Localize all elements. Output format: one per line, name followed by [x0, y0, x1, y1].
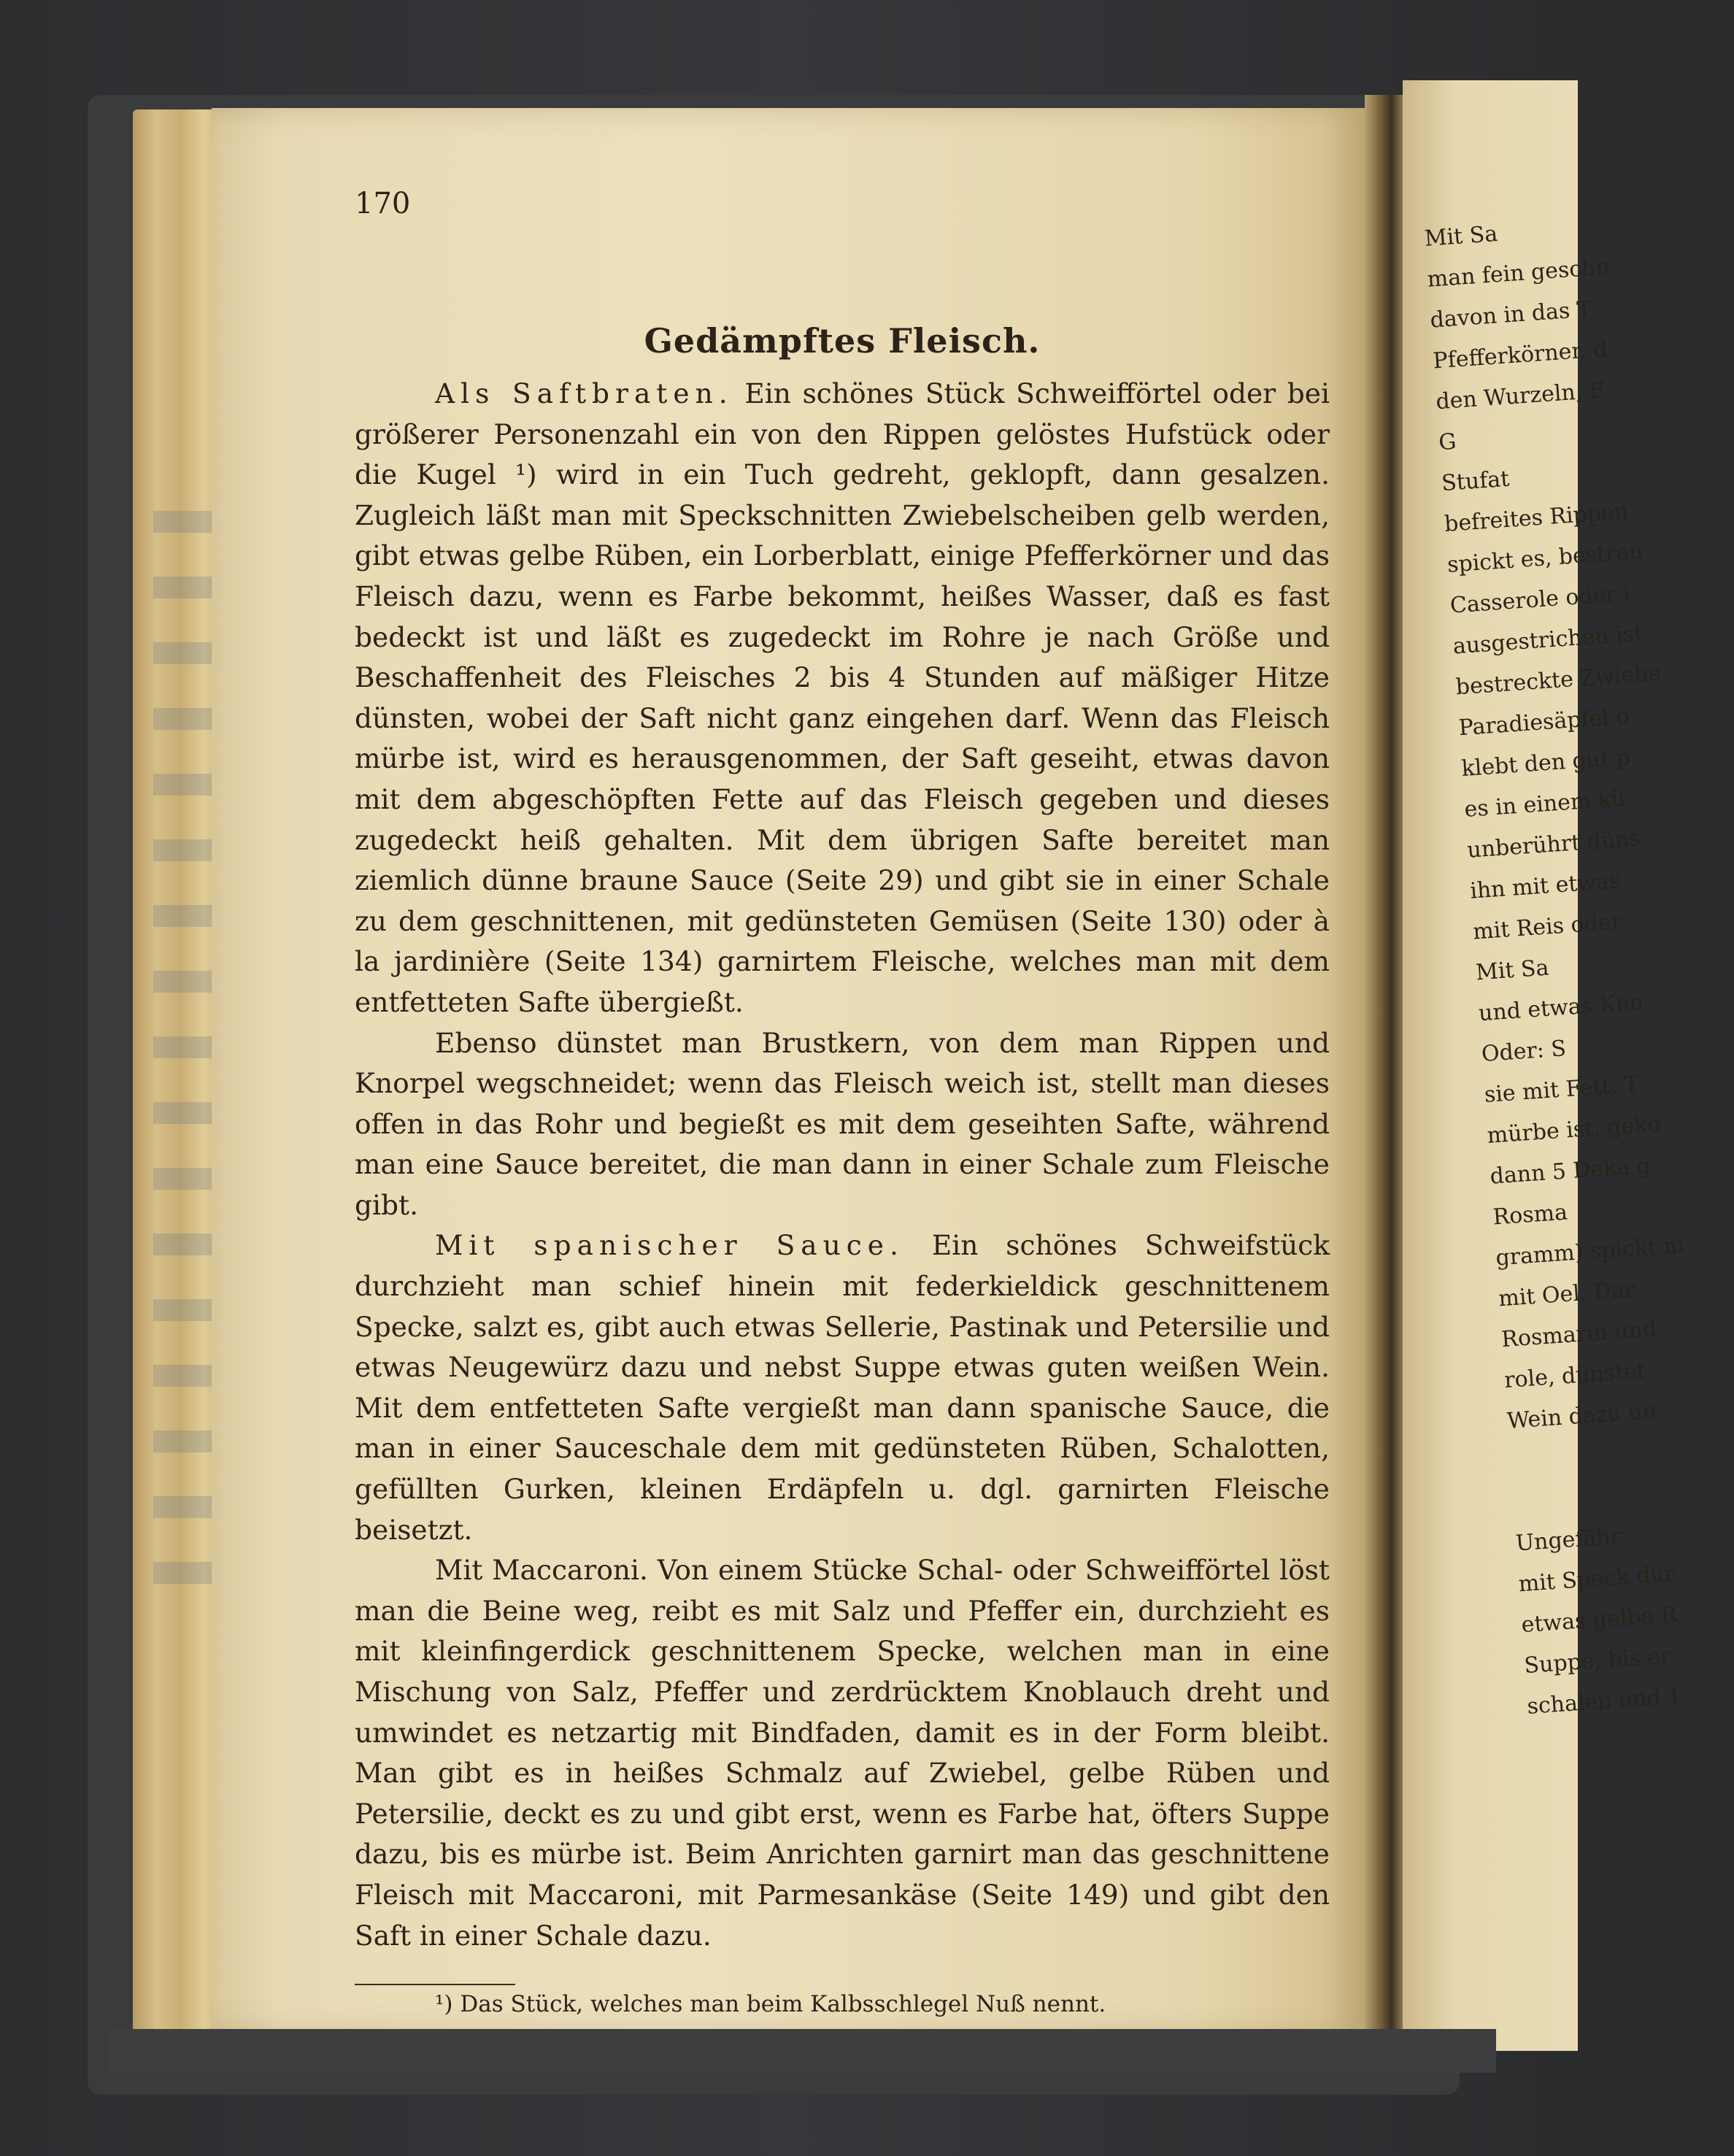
paragraph-saftbraten	[355, 374, 1330, 1023]
page-number: 170	[355, 187, 411, 220]
footnote-rule	[355, 1984, 515, 1985]
fragment-line: Paradiesäpfel o	[1457, 704, 1630, 742]
body-text	[355, 374, 1330, 1956]
fragment-line: role, dünstet	[1503, 1358, 1646, 1394]
fragment-line: Ungefähr	[1514, 1523, 1622, 1557]
paragraph-text: Ein schönes Schweifstück durchzieht man schief hinein mit federkieldick geschnittenem Specke, salzt es, gibt auch etwas Sellerie, Pastinak und Petersilie und etwas Neugewürz dazu und nebst Suppe etwas guten weißen Wein. Mit dem entfetteten Safte vergießt man dann spanische Sauce, die man in einer Sauceschale dem mit gedünsteten Rüben, Schalotten, gefüllten Gurken, kleinen Erdäpfeln u. dgl. garnirten Fleische beisetzt.	[355, 1229, 1330, 1546]
fragment-line: sie mit Fett, T	[1483, 1071, 1640, 1109]
section-heading: Gedämpftes Fleisch.	[644, 321, 1041, 361]
paragraph-lead: Mit spanischer Sauce.	[435, 1229, 904, 1262]
fragment-line: ausgestrichen ist	[1452, 620, 1644, 660]
paragraph-text: Ebenso dünstet man Brustkern, von dem man Rippen und Knorpel wegschneidet; wenn das Fleisch weich ist, stellt man dieses offen in das Rohr und begießt es mit dem geseihten Safte, während man eine Sauce bereitet, die man dann in einer Schale zum Fleische gibt.	[355, 1026, 1330, 1221]
fragment-line: mürbe ist, geko	[1486, 1111, 1662, 1149]
paragraph-brustkern	[355, 1023, 1330, 1226]
fragment-line: gramm) spickt m	[1495, 1232, 1685, 1271]
fragment-line: und etwas Kno	[1477, 989, 1644, 1027]
fragment-line: Casserole oder i	[1449, 580, 1631, 619]
fragment-line: dann 5 Deka g	[1489, 1152, 1652, 1190]
fragment-line: Suppe, bis er	[1523, 1643, 1672, 1679]
fragment-line: ihn mit etwas	[1469, 868, 1622, 904]
fragment-line: Oder: S	[1480, 1036, 1568, 1068]
paragraph-text: Ein schönes Stück Schweifförtel oder bei größerer Personenzahl ein von den Rippen gelöstes Hufstück oder die Kugel ¹) wird in ein Tuch gedreht, geklopft, dann gesalzen. Zugleich läßt man mit Speckschnitten Zwiebelscheiben gelb werden, gibt etwas gelbe Rüben, ein Lorberblatt, einige Pfefferkörner und das Fleisch dazu, wenn es Farbe bekommt, heißes Wasser, daß es fast bedeckt ist und läßt es zugedeckt im Rohre je nach Größe und Beschaffenheit des Fleisches 2 bis 4 Stunden auf mäßiger Hitze dünsten, wobei der Saft nicht ganz eingehen darf. Wenn das Fleisch mürbe ist, wird es herausgenommen, der Saft geseiht, etwas davon mit dem abgeschöpften Fette auf das Fleisch gegeben und dieses zugedeckt heiß gehalten. Mit dem übrigen Safte bereitet man ziemlich dünne braune Sauce (Seite 29) und gibt sie in einer Schale zu dem geschnittenen, mit gedünsteten Gemüsen (Seite 130) oder à la jardinière (Seite 134) garnirtem Fleische, welches man mit dem entfetteten Safte übergießt.	[355, 377, 1330, 1018]
fragment-line: mit Reis oder	[1472, 909, 1622, 945]
paragraph-lead: Mit Maccaroni.	[435, 1554, 648, 1587]
fragment-line: Mit Sa	[1475, 955, 1550, 986]
fragment-line: Wein dazu un	[1506, 1398, 1657, 1434]
fragment-line: unberührt düns	[1466, 825, 1641, 863]
bottom-board	[109, 2029, 1496, 2073]
fragment-line: es in einem kü	[1463, 785, 1627, 823]
fragment-line: spickt es, bestreu	[1446, 539, 1644, 578]
fragment-line: Mit Sa	[1423, 220, 1499, 252]
marbled-edge	[153, 511, 215, 1606]
fragment-line: befreites Rippen	[1444, 498, 1630, 537]
fragment-line: klebt den gut p	[1460, 744, 1631, 782]
fragment-line: man fein geschn	[1426, 254, 1611, 293]
fragment-line: etwas gelbe R	[1520, 1601, 1679, 1639]
fragment-line: G	[1438, 428, 1457, 456]
fragment-line: mit Speck dur	[1517, 1560, 1676, 1598]
fragment-line: Rosmarin und	[1500, 1316, 1658, 1353]
paragraph-lead: Als Saftbraten.	[435, 377, 733, 409]
footnote: ¹) Das Stück, welches man beim Kalbsschlegel Nuß nennt.	[435, 1991, 1106, 2017]
paragraph-maccaroni	[355, 1550, 1330, 1956]
book-gutter	[1365, 95, 1403, 2051]
fragment-line: mit Oel. Dar	[1498, 1277, 1636, 1312]
fragment-line: den Wurzeln, F	[1435, 377, 1606, 415]
fragment-line: Rosma	[1492, 1199, 1569, 1231]
fragment-line: schalen und 1	[1526, 1683, 1683, 1720]
fragment-line: bestreckte Zwiebe	[1454, 660, 1662, 701]
fragment-line: Pfefferkörner, d	[1432, 336, 1608, 374]
fragment-line: davon in das T	[1429, 296, 1592, 334]
paragraph-spanische-sauce	[355, 1225, 1330, 1550]
paragraph-text: Von einem Stücke Schal- oder Schweifförtel löst man die Beine weg, reibt es mit Salz und Pfeffer ein, durchzieht es mit kleinfingerdick geschnittenem Specke, welchen man in eine Mischung von Salz, Pfeffer und zerdrücktem Knoblauch dreht und umwindet es netzartig mit Bindfaden, damit es in der Form bleibt. Man gibt es in heißes Schmalz auf Zwiebel, gelbe Rüben und Petersilie, deckt es zu und gibt erst, wenn es Farbe hat, öfters Suppe dazu, bis es mürbe ist. Beim Anrichten garnirt man das geschnittene Fleisch mit Maccaroni, mit Parmesankäse (Seite 149) und gibt den Saft in einer Schale dazu.	[355, 1554, 1330, 1952]
fragment-line: Stufat	[1441, 466, 1511, 497]
